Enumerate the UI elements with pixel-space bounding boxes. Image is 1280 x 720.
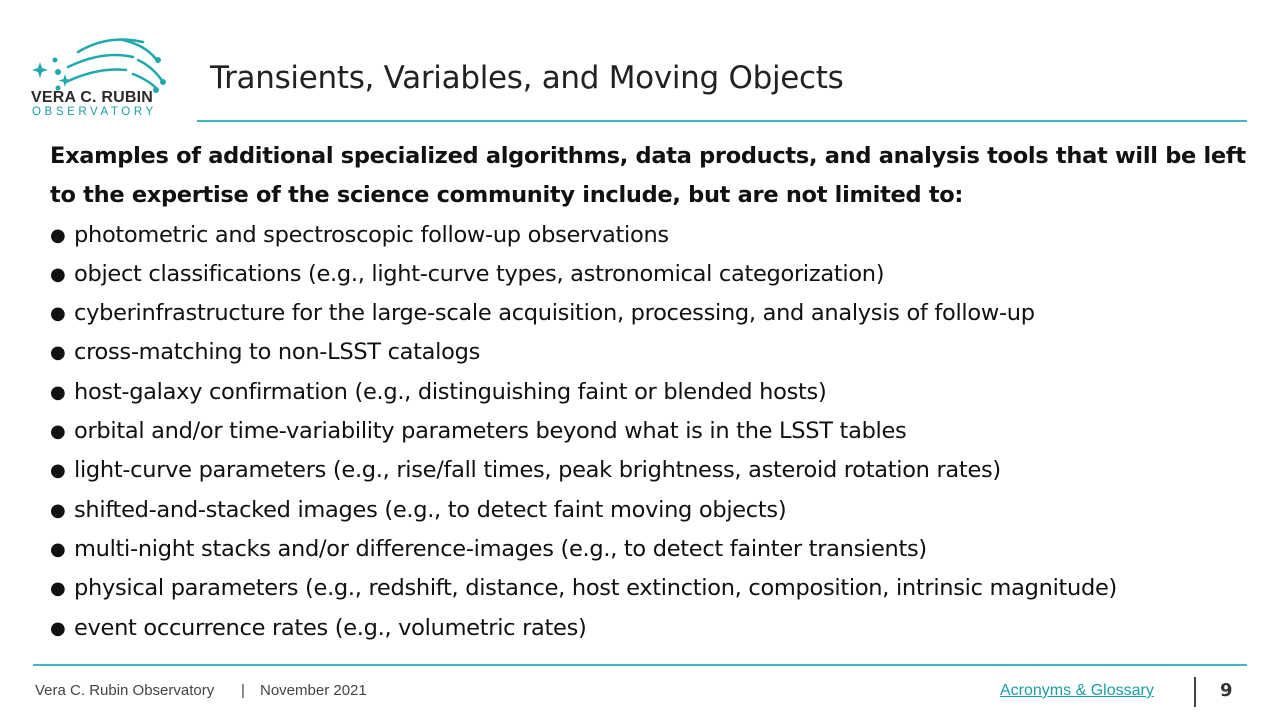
logo-subtitle: OBSERVATORY [32,106,157,118]
footer-org: Vera C. Rubin Observatory [35,682,215,699]
footer-vertical-divider [1194,677,1196,707]
bullet-icon: ● [50,538,66,560]
bullet-icon: ● [50,578,66,600]
list-item [50,609,1250,648]
list-item-text: cross-matching to non-LSST catalogs [74,339,480,366]
list-item [50,373,1250,412]
list-item [50,569,1250,608]
list-item-text: multi-night stacks and/or difference-images (e.g., to detect fainter transients) [74,535,927,562]
list-item-text: light-curve parameters (e.g., rise/fall times, peak brightness, asteroid rotation rates) [74,457,1001,484]
list-item [50,255,1250,294]
list-item-text: orbital and/or time-variability parameters beyond what is in the LSST tables [74,418,907,445]
slide-title: Transients, Variables, and Moving Objects [210,60,844,96]
list-item-text: object classifications (e.g., light-curve types, astronomical categorization) [74,260,885,287]
list-item-text: host-galaxy confirmation (e.g., distinguishing faint or blended hosts) [74,378,827,405]
list-item-text: cyberinfrastructure for the large-scale acquisition, processing, and analysis of follow-up [74,300,1035,327]
list-item [50,491,1250,530]
bullet-icon: ● [50,421,66,443]
list-item-text: photometric and spectroscopic follow-up observations [74,221,669,248]
list-item [50,530,1250,569]
bullet-icon: ● [50,303,66,325]
list-item [50,451,1250,490]
list-item-text: shifted-and-stacked images (e.g., to detect faint moving objects) [74,496,787,523]
bullet-icon: ● [50,342,66,364]
list-item-text: physical parameters (e.g., redshift, distance, host extinction, composition, intrinsic magnitude) [74,575,1118,602]
list-item [50,333,1250,372]
footer-divider [33,664,1247,666]
page-number: 9 [1220,680,1233,701]
title-divider [197,120,1247,122]
glossary-link[interactable]: Acronyms & Glossary [1000,682,1154,699]
bullet-list [50,216,1250,648]
list-item [50,412,1250,451]
bullet-icon: ● [50,460,66,482]
logo-name: VERA C. RUBIN [31,89,154,106]
list-item [50,216,1250,255]
bullet-icon: ● [50,381,66,403]
footer-date: November 2021 [260,682,367,699]
bullet-icon: ● [50,499,66,521]
slide-body [50,137,1250,648]
bullet-icon: ● [50,224,66,246]
bullet-icon: ● [50,263,66,285]
list-item-text: event occurrence rates (e.g., volumetric rates) [74,614,587,641]
footer-separator: | [241,682,245,699]
intro-text: Examples of additional specialized algorithms, data products, and analysis tools that will be left to the expertise of the science community include, but are not limited to: [50,143,1246,209]
list-item [50,294,1250,333]
bullet-icon: ● [50,617,66,639]
